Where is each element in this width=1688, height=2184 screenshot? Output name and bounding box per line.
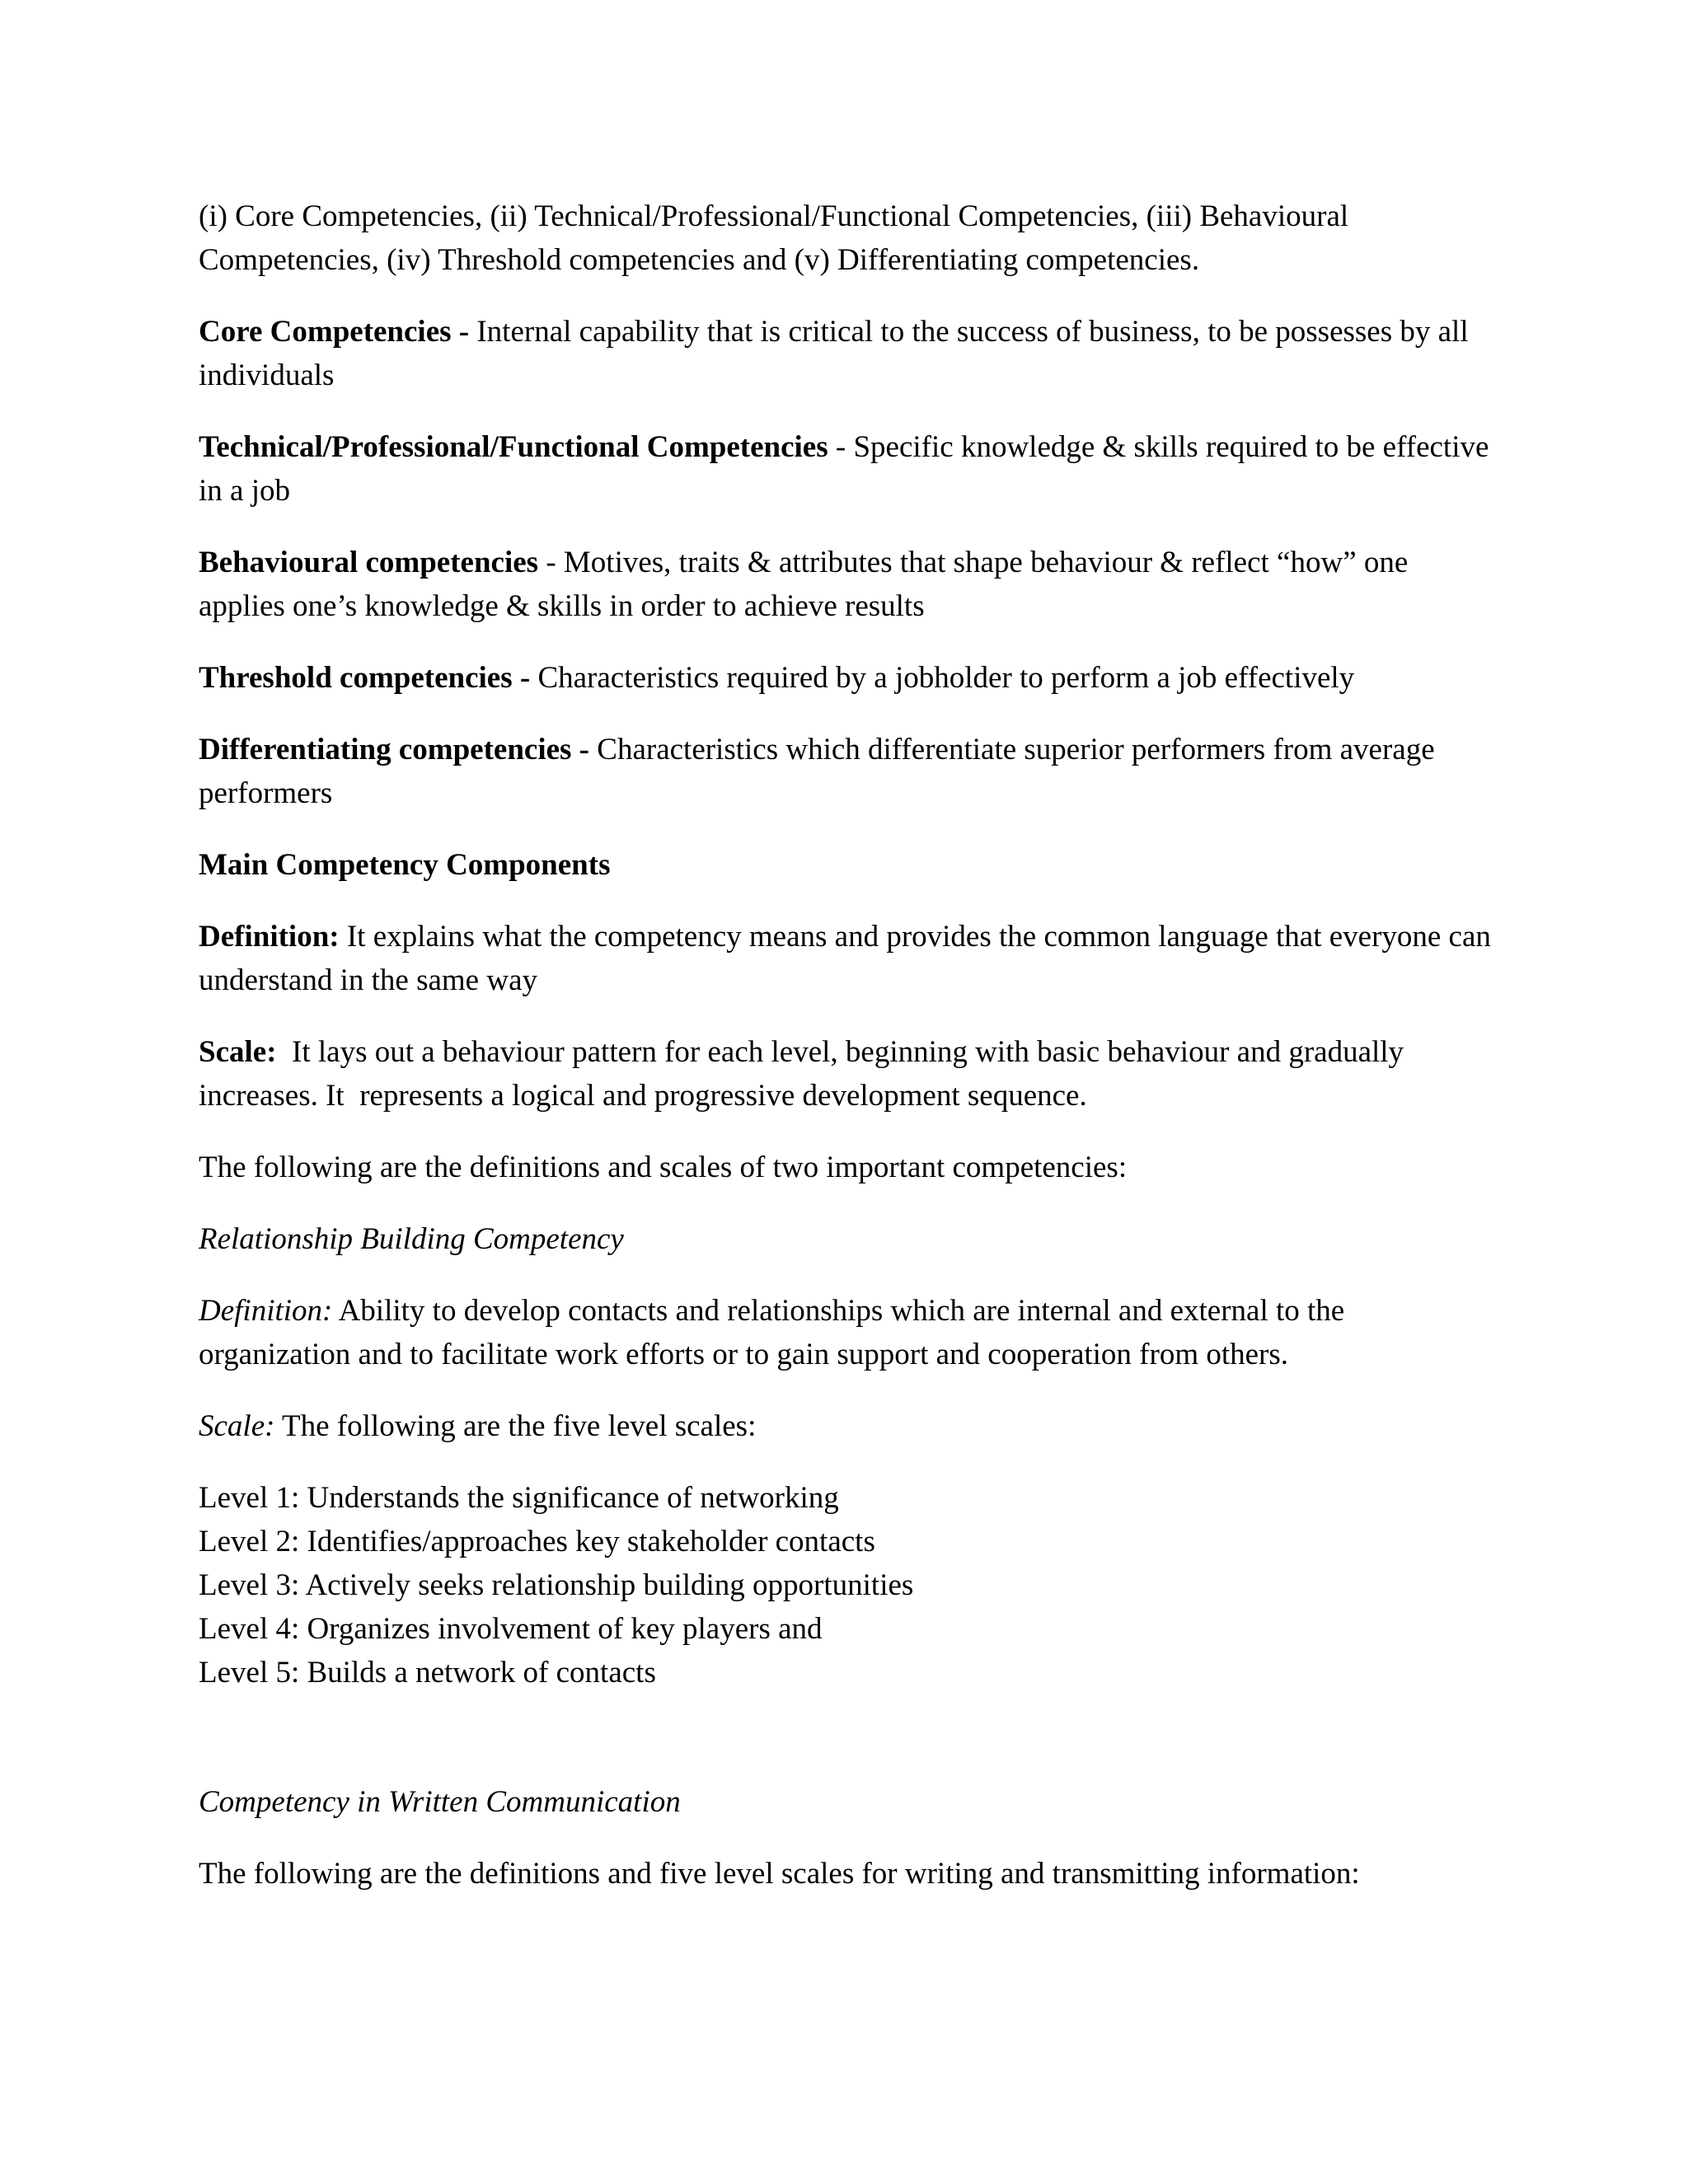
relationship-definition-label: Definition:: [199, 1294, 333, 1328]
level-item: Level 3: Actively seeks relationship building opportunities: [199, 1568, 914, 1602]
level-item: Level 2: Identifies/approaches key stakeholder contacts: [199, 1525, 875, 1558]
technical-competencies-term: Technical/Professional/Functional Competencies: [199, 430, 828, 464]
technical-competencies-paragraph: [199, 425, 1501, 513]
core-competencies-text: Internal capability that is critical to the success of business, to be possesses by all individuals: [199, 315, 1469, 392]
written-paragraph: The following are the definitions and five level scales for writing and transmitting information:: [199, 1857, 1360, 1891]
components-scale-term: Scale:: [199, 1035, 277, 1069]
core-competencies-paragraph: [199, 310, 1501, 397]
components-heading-text: Main Competency Components: [199, 848, 611, 882]
relationship-title: [199, 1217, 1501, 1261]
level-item: Level 5: Builds a network of contacts: [199, 1656, 656, 1690]
components-scale-paragraph: [199, 1030, 1501, 1118]
threshold-competencies-term: Threshold competencies -: [199, 661, 531, 695]
core-competencies-term: Core Competencies -: [199, 315, 470, 349]
behavioural-competencies-paragraph: [199, 541, 1501, 628]
differentiating-competencies-text: Characteristics which differentiate superior performers from average performers: [199, 733, 1435, 810]
relationship-definition-paragraph: [199, 1289, 1501, 1376]
differentiating-competencies-paragraph: [199, 728, 1501, 815]
relationship-definition-text: Ability to develop contacts and relationships which are internal and external to the organization and to facilitate work efforts or to gain support and cooperation from others.: [199, 1294, 1345, 1371]
components-definition-paragraph: [199, 915, 1501, 1002]
behavioural-competencies-text: - Motives, traits & attributes that shape behaviour & reflect “how” one applies one’s knowledge & skills in order to achieve results: [199, 546, 1409, 623]
components-scale-text: It lays out a behaviour pattern for each level, beginning with basic behaviour and gradually increases. It represents a logical and progressive development sequence.: [199, 1035, 1412, 1113]
differentiating-competencies-term: Differentiating competencies -: [199, 733, 590, 766]
relationship-scale-paragraph: [199, 1404, 1501, 1448]
technical-competencies-text: - Specific knowledge & skills required to be effective in a job: [199, 430, 1489, 508]
behavioural-competencies-term: Behavioural competencies: [199, 546, 539, 579]
level-item: Level 4: Organizes involvement of key players and: [199, 1612, 823, 1646]
threshold-competencies-paragraph: [199, 656, 1501, 700]
written-title-text: Competency in Written Communication: [199, 1785, 681, 1819]
threshold-competencies-text: Characteristics required by a jobholder to perform a job effectively: [530, 661, 1355, 695]
relationship-scale-text: The following are the five level scales:: [274, 1409, 757, 1443]
relationship-title-text: Relationship Building Competency: [199, 1222, 624, 1256]
relationship-levels-list: [199, 1476, 1501, 1694]
written-title: [199, 1780, 1501, 1824]
relationship-scale-label: Scale:: [199, 1409, 275, 1443]
components-definition-term: Definition:: [199, 920, 340, 954]
components-definition-text: It explains what the competency means and provides the common language that everyone can understand in the same way: [199, 920, 1491, 997]
components-following-paragraph: The following are the definitions and scales of two important competencies:: [199, 1151, 1128, 1184]
intro-paragraph: (i) Core Competencies, (ii) Technical/Professional/Functional Competencies, (iii) Behavioural Competencies, (iv) Threshold competencies and (v) Differentiating competencies.: [199, 199, 1349, 277]
level-item: Level 1: Understands the significance of networking: [199, 1481, 839, 1515]
components-heading: [199, 843, 1501, 887]
page-content: [199, 194, 1501, 1924]
blank-gap: [199, 1694, 1501, 1780]
